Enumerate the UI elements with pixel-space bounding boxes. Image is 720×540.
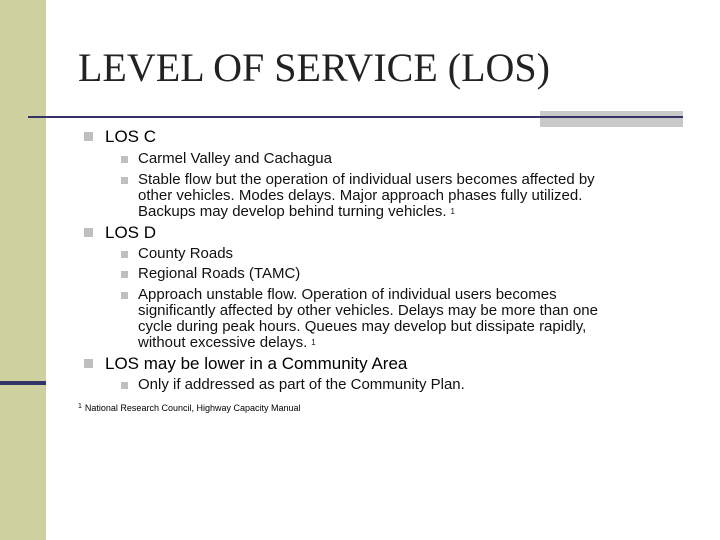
bullet-community-plan: [138, 377, 465, 393]
bullet-text: Only if addressed as part of the Community Plan.: [138, 376, 465, 393]
bullet-county-roads: [138, 246, 233, 262]
footnote-reference: 1: [311, 338, 316, 347]
square-bullet-icon: [121, 382, 128, 389]
bullet-text: LOS C: [105, 127, 157, 146]
bullet-regional-roads: [138, 266, 300, 282]
title-rule-accent: [540, 111, 683, 127]
bullet-community-area: [105, 354, 407, 374]
bullet-los-c: [105, 127, 156, 147]
bullet-stable-flow: [138, 172, 595, 220]
bullet-text: LOS D: [105, 223, 157, 242]
footnote: [78, 403, 301, 413]
bullet-line: other vehicles. Modes delays. Major approach phases fully utilized.: [138, 187, 583, 204]
square-bullet-icon: [84, 359, 93, 368]
bullet-line: Approach unstable flow. Operation of individual users becomes: [138, 286, 557, 303]
bullet-line: Stable flow but the operation of individual users becomes affected by: [138, 171, 595, 188]
footnote-mark: 1: [78, 403, 82, 410]
square-bullet-icon: [121, 292, 128, 299]
square-bullet-icon: [121, 251, 128, 258]
bullet-carmel-valley: [138, 151, 332, 167]
square-bullet-icon: [121, 156, 128, 163]
left-accent-line: [0, 381, 46, 385]
square-bullet-icon: [121, 271, 128, 278]
bullet-line: Backups may develop behind turning vehicles. $^1$: [138, 203, 455, 220]
title-rule: [28, 116, 683, 118]
square-bullet-icon: [84, 132, 93, 141]
footnote-reference: 1: [450, 207, 455, 216]
footnote-text: National Research Council, Highway Capacity Manual: [84, 403, 301, 413]
bullet-approach-unstable: [138, 287, 598, 351]
slide-title: LEVEL OF SERVICE (LOS): [78, 45, 550, 90]
bullet-text: Carmel Valley and Cachagua: [138, 150, 332, 167]
bullet-line: cycle during peak hours. Queues may develop but dissipate rapidly,: [138, 318, 587, 335]
bullet-text: Regional Roads (TAMC): [138, 265, 301, 282]
square-bullet-icon: [84, 228, 93, 237]
square-bullet-icon: [121, 177, 128, 184]
bullet-line: without excessive delays. $^1$: [138, 334, 316, 351]
bullet-text: LOS may be lower in a Community Area: [105, 354, 408, 373]
bullet-text: County Roads: [138, 245, 234, 262]
bullet-line: significantly affected by other vehicles. Delays may be more than one: [138, 302, 598, 319]
bullet-los-d: [105, 223, 156, 243]
left-decorative-bar: [0, 0, 46, 540]
